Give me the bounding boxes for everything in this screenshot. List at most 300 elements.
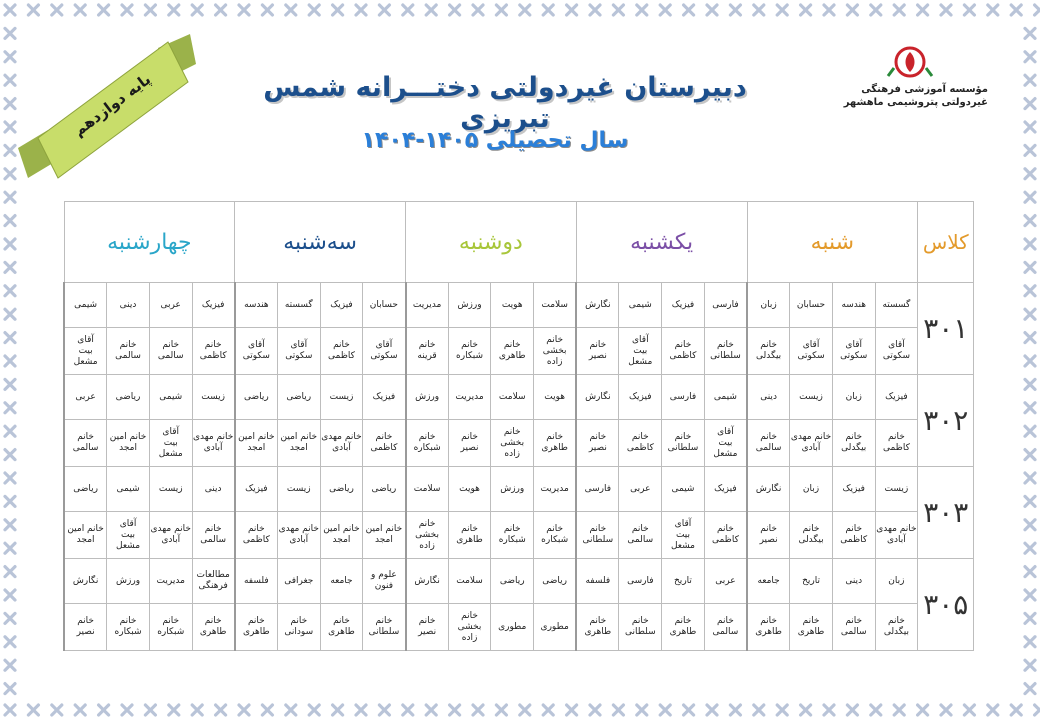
subject-cell: علوم و فنون	[363, 559, 406, 604]
teacher-name-line: سالمی	[157, 351, 184, 361]
teacher-name-line: خانم مهدی	[321, 432, 362, 442]
subject-cell: دینی	[107, 283, 150, 328]
teacher-name-line: خانم	[589, 340, 607, 350]
teacher-name-line: خانم	[461, 340, 478, 350]
teacher-cell	[406, 420, 449, 467]
teacher-name-line: خانم امین	[109, 432, 147, 442]
x-mark-icon	[122, 5, 132, 15]
x-mark-icon	[5, 520, 15, 530]
subject-cell: فیزیک	[875, 375, 918, 420]
x-mark-icon	[730, 705, 740, 715]
x-mark-icon	[5, 684, 15, 694]
teacher-name-line: بیت	[675, 529, 690, 540]
teacher-name-line: بیگدلی	[883, 627, 909, 637]
x-mark-icon	[426, 5, 436, 15]
subject-cell: ریاضی	[534, 559, 577, 604]
teacher-name-line: طاهری	[755, 627, 782, 637]
x-mark-icon	[754, 705, 764, 715]
subject-cell: فلسفه	[235, 559, 278, 604]
teacher-cell	[320, 604, 363, 651]
weekly-schedule-table	[63, 201, 974, 651]
teacher-cell	[875, 328, 918, 375]
teacher-name-line: کاظمی	[840, 535, 868, 545]
x-mark-icon	[1025, 660, 1035, 670]
subject-cell: جغرافی	[277, 559, 320, 604]
x-mark-icon	[543, 5, 553, 15]
teacher-name-line: خانم	[204, 616, 222, 626]
teacher-name-line: کاظمی	[626, 443, 654, 453]
day-header: شنبه	[747, 202, 918, 283]
teacher-name-line: آقای	[845, 340, 863, 350]
teacher-name-line: سکوتی	[840, 351, 868, 361]
x-mark-icon	[496, 705, 506, 715]
teacher-cell	[662, 604, 705, 651]
teacher-cell	[534, 328, 577, 375]
x-mark-icon	[1025, 450, 1035, 460]
x-mark-icon	[450, 5, 460, 15]
x-mark-icon	[5, 286, 15, 296]
subject-cell: ریاضی	[277, 375, 320, 420]
x-mark-icon	[216, 5, 226, 15]
teacher-name-line: خانم	[162, 340, 180, 350]
subject-cell: نگارش	[406, 559, 449, 604]
teacher-name-line: بخشی	[542, 345, 567, 356]
subject-cell: زیست	[192, 375, 235, 420]
x-mark-icon	[5, 262, 15, 272]
teacher-name-line: امجد	[119, 443, 137, 453]
teacher-name-line: مطوری	[498, 621, 527, 632]
teacher-name-line: سالمی	[200, 535, 227, 545]
teacher-cell	[875, 512, 918, 559]
teacher-cell	[534, 604, 577, 651]
teacher-cell	[277, 604, 320, 651]
teacher-name-line: خانم	[461, 432, 478, 442]
x-mark-icon	[5, 403, 15, 413]
teacher-cell	[832, 512, 875, 559]
teacher-name-line: خانم	[119, 340, 137, 350]
teacher-name-line: خانم	[631, 616, 649, 626]
x-mark-icon	[239, 5, 249, 15]
x-mark-icon	[286, 5, 296, 15]
teacher-name-line: خانم	[247, 524, 265, 534]
subject-cell: هویت	[448, 467, 491, 512]
x-mark-icon	[75, 705, 85, 715]
x-mark-icon	[707, 705, 717, 715]
teacher-name-line: طاهری	[584, 627, 612, 637]
teacher-name-line: سودانی	[284, 627, 314, 637]
teacher-name-line: زاده	[419, 540, 435, 551]
x-mark-icon	[1025, 356, 1035, 366]
teacher-name-line: سالمی	[712, 627, 739, 637]
subject-cell: نگارش	[576, 283, 619, 328]
x-mark-icon	[52, 705, 62, 715]
x-mark-icon	[637, 705, 647, 715]
teacher-name-line: خانم	[546, 524, 564, 534]
teacher-name-line: بیت	[718, 437, 733, 448]
academic-year: سال تحصیلی ۱۴۰۵-۱۴۰۴	[361, 128, 629, 153]
subject-cell: شیمی	[149, 375, 192, 420]
teacher-name-line: مطوری	[540, 621, 569, 632]
teacher-name-line: شبکاره	[157, 627, 185, 637]
teacher-name-line: خانم	[888, 432, 905, 442]
teacher-name-line: خانم	[546, 432, 564, 442]
teacher-name-line: سلطانی	[710, 351, 741, 361]
x-mark-icon	[5, 567, 15, 577]
teacher-name-line: خانم	[162, 616, 180, 626]
teacher-name-line: آقای	[375, 340, 393, 350]
teacher-name-line: زاده	[504, 448, 520, 459]
subject-cell: هندسه	[832, 283, 875, 328]
teacher-name-line: سالمی	[72, 443, 99, 453]
x-mark-icon	[871, 5, 881, 15]
teacher-name-line: خانم امین	[365, 524, 403, 534]
subject-cell: مطالعات فرهنگی	[192, 559, 235, 604]
teacher-name-line: خانم	[760, 524, 777, 534]
x-mark-icon	[28, 705, 38, 715]
teacher-cell	[448, 604, 491, 651]
x-mark-icon	[169, 705, 179, 715]
x-mark-icon	[28, 5, 38, 15]
x-mark-icon	[1025, 496, 1035, 506]
teacher-name-line: شبکاره	[498, 535, 526, 545]
x-mark-icon	[637, 5, 647, 15]
teacher-cell	[363, 512, 406, 559]
teacher-name-line: امجد	[374, 535, 393, 545]
teacher-name-line: بیت	[121, 529, 136, 540]
teacher-name-line: خانم	[845, 616, 863, 626]
x-mark-icon	[520, 705, 530, 715]
teacher-cell	[192, 512, 235, 559]
teacher-name-line: خانم	[845, 432, 863, 442]
teacher-name-line: خانم	[333, 616, 350, 626]
teacher-cell	[235, 512, 278, 559]
teacher-name-line: بیت	[78, 345, 93, 356]
subject-cell: فیزیک	[363, 375, 406, 420]
teacher-name-line: آبادی	[887, 535, 906, 545]
x-mark-icon	[847, 5, 857, 15]
x-mark-icon	[356, 5, 366, 15]
x-mark-icon	[216, 705, 226, 715]
teacher-name-line: امجد	[76, 535, 95, 545]
teacher-name-line: سکوتی	[285, 351, 313, 361]
grade-ribbon-label: پایه دوازدهم	[69, 70, 155, 140]
teacher-name-line: خانم	[802, 524, 820, 534]
teacher-cell	[790, 512, 833, 559]
subject-cell: ورزش	[491, 467, 534, 512]
teacher-name-line: بخشی	[457, 621, 482, 632]
teacher-name-line: آقای	[888, 340, 905, 350]
x-mark-icon	[75, 5, 85, 15]
teacher-cell	[64, 420, 107, 467]
teacher-name-line: آقای	[802, 340, 820, 350]
teacher-name-line: خانم	[717, 524, 734, 534]
subject-cell: تاریخ	[790, 559, 833, 604]
teacher-name-line: بخشی	[415, 529, 440, 540]
x-mark-icon	[379, 5, 389, 15]
teacher-name-line: مشعل	[628, 356, 653, 367]
subject-cell: ورزش	[107, 559, 150, 604]
teacher-cell	[320, 420, 363, 467]
subject-cell: فارسی	[704, 283, 747, 328]
teacher-name-line: نصیر	[588, 443, 607, 453]
subject-cell: جامعه	[320, 559, 363, 604]
x-mark-icon	[1025, 52, 1035, 62]
subject-cell: شیمی	[704, 375, 747, 420]
x-mark-icon	[1025, 333, 1035, 343]
x-mark-icon	[5, 637, 15, 647]
subject-cell: حسابان	[790, 283, 833, 328]
x-mark-icon	[5, 426, 15, 436]
teacher-name-line: بیگدلی	[798, 535, 824, 545]
teacher-cell	[235, 328, 278, 375]
x-mark-icon	[5, 450, 15, 460]
class-column-header: کلاس	[918, 202, 974, 283]
teacher-cell	[406, 328, 449, 375]
teacher-cell	[576, 328, 619, 375]
teacher-name-line: بخشی	[500, 437, 525, 448]
teacher-name-line: بیت	[633, 345, 648, 356]
teacher-cell	[747, 328, 790, 375]
subject-cell: عربی	[149, 283, 192, 328]
subject-cell: ریاضی	[491, 559, 534, 604]
teacher-name-line: مشعل	[73, 356, 98, 367]
teacher-name-line: خانم	[888, 616, 905, 626]
teacher-name-line: خانم	[631, 524, 649, 534]
subject-cell: شیمی	[64, 283, 107, 328]
teacher-name-line: شبکاره	[114, 627, 142, 637]
x-mark-icon	[1025, 637, 1035, 647]
subject-cell: ریاضی	[64, 467, 107, 512]
x-mark-icon	[1025, 379, 1035, 389]
x-mark-icon	[730, 5, 740, 15]
teacher-name-line: خانم امین	[67, 524, 104, 534]
teacher-name-line: کاظمی	[370, 443, 398, 453]
x-mark-icon	[309, 705, 319, 715]
teacher-cell	[747, 512, 790, 559]
teacher-name-line: خانم	[717, 340, 734, 350]
teacher-name-line: بیت	[163, 437, 178, 448]
teacher-cell	[149, 604, 192, 651]
school-title: دبیرستان غیردولتی دختـــرانه شمس تبریزی	[263, 72, 747, 134]
teacher-cell	[491, 420, 534, 467]
teacher-cell	[576, 512, 619, 559]
x-mark-icon	[1025, 473, 1035, 483]
teacher-name-line: خانم	[802, 616, 820, 626]
subject-cell: گسسته	[277, 283, 320, 328]
x-mark-icon	[543, 705, 553, 715]
teacher-cell	[790, 328, 833, 375]
teacher-cell	[192, 328, 235, 375]
x-mark-icon	[520, 5, 530, 15]
teacher-cell	[107, 604, 150, 651]
teacher-name-line: خانم	[418, 432, 436, 442]
teacher-name-line: طاهری	[498, 351, 526, 361]
x-mark-icon	[169, 5, 179, 15]
x-mark-icon	[684, 5, 694, 15]
teacher-name-line: سلطانی	[582, 535, 614, 545]
teacher-cell	[875, 420, 918, 467]
subject-cell: فیزیک	[704, 467, 747, 512]
x-mark-icon	[660, 705, 670, 715]
class-label: ۳۰۳	[918, 467, 974, 559]
x-mark-icon	[5, 543, 15, 553]
teacher-name-line: بیگدلی	[756, 351, 782, 361]
teacher-cell	[832, 604, 875, 651]
teacher-name-line: کاظمی	[882, 443, 910, 453]
subject-cell: زیست	[790, 375, 833, 420]
teacher-name-line: شبکاره	[541, 535, 569, 545]
teacher-name-line: سلطانی	[667, 443, 699, 453]
teacher-name-line: خانم	[717, 616, 734, 626]
x-mark-icon	[824, 5, 834, 15]
subject-cell: فیزیک	[192, 283, 235, 328]
teacher-name-line: نصیر	[588, 351, 607, 361]
x-mark-icon	[941, 5, 951, 15]
x-mark-icon	[5, 309, 15, 319]
teacher-name-line: سلطانی	[624, 627, 656, 637]
teacher-cell	[448, 512, 491, 559]
teacher-name-line: خانم	[631, 432, 649, 442]
subject-cell: زیست	[277, 467, 320, 512]
teacher-cell	[149, 328, 192, 375]
subject-cell: سلامت	[491, 375, 534, 420]
teacher-name-line: خانم	[589, 616, 607, 626]
x-mark-icon	[894, 705, 904, 715]
x-mark-icon	[1025, 426, 1035, 436]
teacher-cell	[406, 604, 449, 651]
day-header: چهارشنبه	[64, 202, 235, 283]
teacher-name-line: خانم	[589, 524, 607, 534]
teacher-name-line: خانم	[760, 432, 777, 442]
teacher-name-line: زاده	[461, 632, 478, 643]
subject-cell: زبان	[832, 375, 875, 420]
teacher-cell	[406, 512, 449, 559]
teacher-name-line: مشعل	[670, 540, 695, 551]
teacher-name-line: طاهری	[199, 627, 227, 637]
teacher-cell	[747, 604, 790, 651]
x-mark-icon	[801, 5, 811, 15]
subject-cell: جامعه	[747, 559, 790, 604]
teacher-name-line: طاهری	[797, 627, 825, 637]
teacher-name-line: سالمی	[115, 351, 141, 361]
x-mark-icon	[473, 5, 483, 15]
x-mark-icon	[145, 705, 155, 715]
teacher-cell	[875, 604, 918, 651]
x-mark-icon	[590, 705, 600, 715]
teacher-name-line: امجد	[332, 535, 351, 545]
teacher-name-line: خانم مهدی	[150, 524, 191, 534]
teacher-name-line: خانم	[77, 432, 94, 442]
x-mark-icon	[262, 5, 272, 15]
teacher-cell	[64, 604, 107, 651]
teacher-cell	[491, 604, 534, 651]
x-mark-icon	[918, 705, 928, 715]
x-mark-icon	[1025, 262, 1035, 272]
day-header: دوشنبه	[406, 202, 577, 283]
teacher-cell	[534, 420, 577, 467]
x-mark-icon	[707, 5, 717, 15]
day-header: یکشنبه	[576, 202, 747, 283]
x-mark-icon	[1025, 520, 1035, 530]
x-mark-icon	[426, 705, 436, 715]
x-mark-icon	[5, 192, 15, 202]
teacher-name-line: خانم	[333, 340, 350, 350]
teacher-cell	[662, 328, 705, 375]
subject-cell: فیزیک	[832, 467, 875, 512]
x-mark-icon	[1025, 192, 1035, 202]
x-mark-icon	[5, 473, 15, 483]
teacher-name-line: خانم	[418, 340, 436, 350]
teacher-name-line: آقای	[162, 426, 180, 437]
teacher-name-line: کاظمی	[328, 351, 355, 361]
teacher-cell	[363, 328, 406, 375]
teacher-cell	[619, 512, 662, 559]
subject-cell: هندسه	[235, 283, 278, 328]
teacher-cell	[448, 328, 491, 375]
teacher-cell	[149, 420, 192, 467]
x-mark-icon	[988, 705, 998, 715]
x-mark-icon	[473, 705, 483, 715]
teacher-name-line: طاهری	[541, 443, 568, 453]
class-label: ۳۰۵	[918, 559, 974, 651]
teacher-cell	[704, 328, 747, 375]
teacher-name-line: طاهری	[669, 627, 697, 637]
x-mark-icon	[1035, 5, 1040, 15]
teacher-cell	[64, 512, 107, 559]
subject-cell: حسابان	[363, 283, 406, 328]
teacher-name-line: زاده	[546, 356, 563, 367]
teacher-name-line: آبادی	[161, 535, 181, 545]
teacher-cell	[235, 420, 278, 467]
teacher-name-line: مشعل	[713, 448, 738, 459]
teacher-name-line: آبادی	[332, 443, 351, 453]
teacher-cell	[704, 512, 747, 559]
x-mark-icon	[333, 705, 343, 715]
x-mark-icon	[356, 705, 366, 715]
teacher-name-line: خانم مهدی	[790, 432, 832, 442]
teacher-cell	[747, 420, 790, 467]
teacher-cell	[107, 420, 150, 467]
subject-cell: نگارش	[747, 467, 790, 512]
teacher-name-line: خانم امین	[323, 524, 360, 534]
x-mark-icon	[964, 5, 974, 15]
teacher-cell	[662, 512, 705, 559]
teacher-name-line: نصیر	[460, 443, 479, 453]
x-mark-icon	[777, 5, 787, 15]
x-mark-icon	[1025, 567, 1035, 577]
subject-cell: شیمی	[662, 467, 705, 512]
teacher-name-line: سالمی	[755, 443, 782, 453]
teacher-name-line: خانم	[760, 340, 777, 350]
x-mark-icon	[239, 705, 249, 715]
subject-cell: مدیریت	[448, 375, 491, 420]
teacher-cell	[64, 328, 107, 375]
x-mark-icon	[5, 333, 15, 343]
teacher-name-line: امجد	[247, 443, 266, 453]
subject-cell: فلسفه	[576, 559, 619, 604]
subject-cell: مدیریت	[534, 467, 577, 512]
x-mark-icon	[918, 5, 928, 15]
teacher-name-line: خانم مهدی	[278, 524, 319, 534]
subject-cell: فارسی	[619, 559, 662, 604]
teacher-name-line: خانم مهدی	[192, 432, 234, 442]
x-mark-icon	[309, 5, 319, 15]
x-mark-icon	[613, 705, 623, 715]
x-mark-icon	[403, 705, 413, 715]
subject-cell: ریاضی	[107, 375, 150, 420]
teacher-cell	[277, 328, 320, 375]
teacher-cell	[534, 512, 577, 559]
